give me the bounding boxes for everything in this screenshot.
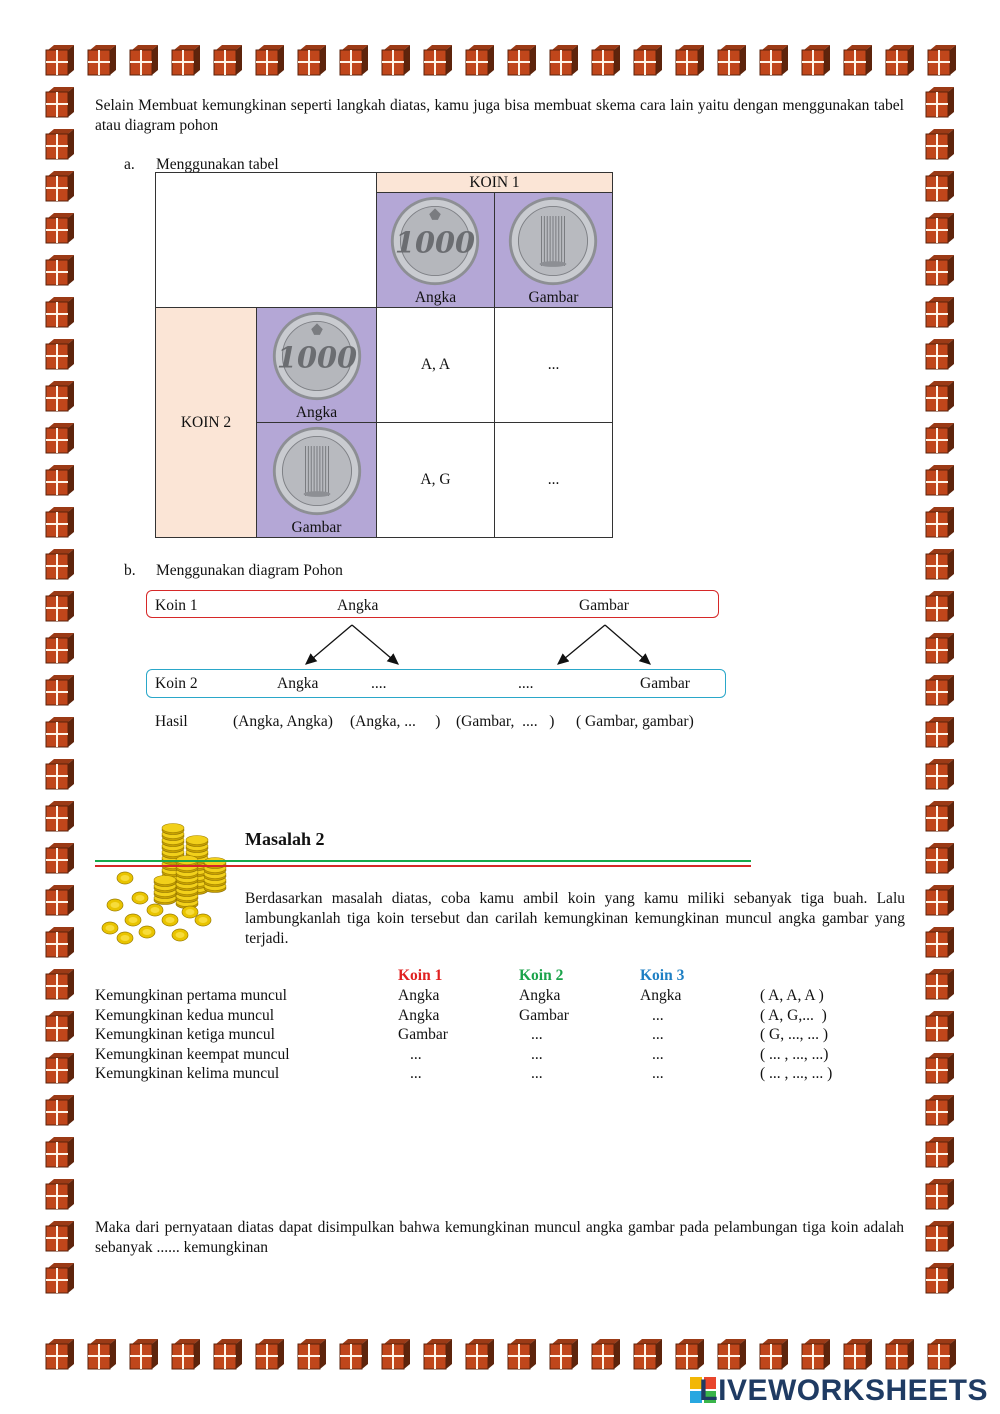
brick-tile (44, 44, 76, 76)
brick-tile (924, 632, 956, 664)
hasil-2: (Angka, ... ) (350, 713, 441, 730)
tree-koin2-label: Koin 2 (155, 675, 198, 692)
brick-tile (924, 926, 956, 958)
brick-tile (924, 1136, 956, 1168)
cell-a-a: A, A (377, 308, 495, 423)
brick-tile (800, 44, 832, 76)
intro-text: Selain Membuat kemungkinan seperti langkah diatas, kamu juga bisa membuat skema cara lain yaitu dengan menggunakan tabel atau diagram pohon (95, 97, 904, 134)
brick-tile (924, 590, 956, 622)
hasil-4: ( Gambar, gambar) (576, 713, 694, 730)
brick-tile (924, 968, 956, 1000)
brick-tile (44, 632, 76, 664)
brick-tile (44, 1052, 76, 1084)
brick-tile (716, 1338, 748, 1370)
tree-koin2-item1: Angka (277, 675, 319, 692)
brick-tile (44, 590, 76, 622)
red-divider (95, 865, 751, 867)
header-koin2: Koin 2 (519, 967, 564, 984)
koin3-value: ... (652, 1065, 664, 1082)
brick-tile (924, 170, 956, 202)
masalah-title: Masalah 2 (245, 829, 325, 849)
brick-tile (212, 1338, 244, 1370)
brick-tile (758, 1338, 790, 1370)
brick-tile (758, 44, 790, 76)
brick-tile (338, 44, 370, 76)
koin1-value: Angka (398, 1006, 440, 1024)
tree-koin1-angka: Angka (337, 597, 379, 614)
brick-tile (924, 1178, 956, 1210)
koin3-value: ... (652, 1026, 664, 1043)
brick-tile (44, 1010, 76, 1042)
coin-angka-image (269, 308, 365, 404)
arrow-angka-right (352, 625, 398, 664)
possibility-label: Kemungkinan kelima muncul (95, 1065, 280, 1082)
brick-tile (924, 1220, 956, 1252)
hasil-label: Hasil (155, 713, 188, 730)
brick-tile (924, 884, 956, 916)
brick-tile (924, 506, 956, 538)
brick-tile (44, 422, 76, 454)
brick-tile (924, 254, 956, 286)
koin1-value: ... (410, 1065, 422, 1082)
cell-g-a: A, G (377, 423, 495, 538)
brick-tile (632, 1338, 664, 1370)
table-empty-corner (156, 173, 377, 308)
brick-tile (44, 548, 76, 580)
brick-tile (924, 842, 956, 874)
coin-angka-image (387, 193, 483, 289)
koin1-angka-label: Angka (414, 289, 457, 306)
brick-tile (924, 380, 956, 412)
brick-tile (44, 968, 76, 1000)
possibility-label: Kemungkinan kedua muncul (95, 1006, 275, 1024)
koin2-angka-label: Angka (295, 404, 338, 421)
svg-text:1000: 1000 (276, 340, 358, 375)
koin2-gambar-cell (257, 423, 377, 538)
brick-tile (842, 1338, 874, 1370)
koin3-value: ... (652, 1045, 664, 1063)
hasil-3: (Gambar, .... ) (456, 713, 555, 730)
brick-tile (44, 1094, 76, 1126)
brick-tile (924, 86, 956, 118)
brick-tile (674, 44, 706, 76)
coin-gambar-image (505, 193, 601, 289)
brick-tile (464, 44, 496, 76)
brick-tile (44, 506, 76, 538)
arrow-gambar-right (605, 625, 650, 664)
cell-a-g-blank: ... (495, 308, 613, 423)
koin3-value: ... (652, 1006, 664, 1024)
arrow-gambar-left (558, 625, 605, 664)
result-value: ( A, G,... ) (760, 1006, 827, 1024)
koin2-angka-cell (257, 308, 377, 423)
tree-koin1-gambar: Gambar (579, 597, 629, 614)
brick-tile (716, 44, 748, 76)
brick-tile (632, 44, 664, 76)
brick-tile (924, 716, 956, 748)
brick-tile (44, 170, 76, 202)
brick-tile (924, 548, 956, 580)
brick-tile (170, 1338, 202, 1370)
brick-tile (380, 1338, 412, 1370)
green-divider (95, 860, 751, 862)
koin2-value: ... (531, 1065, 543, 1082)
brick-tile (884, 44, 916, 76)
brick-tile (254, 44, 286, 76)
brick-tile (128, 1338, 160, 1370)
brick-tile (44, 716, 76, 748)
result-value: ( ... , ..., ... ) (760, 1065, 833, 1082)
part-a-marker: a. (124, 156, 135, 173)
brick-tile (44, 128, 76, 160)
brick-tile (44, 254, 76, 286)
brick-tile (44, 86, 76, 118)
brick-tile (296, 1338, 328, 1370)
tree-koin2-item3: .... (518, 675, 534, 692)
tree-arrows (290, 620, 670, 670)
brick-tile (506, 44, 538, 76)
gold-coins-icon (95, 820, 235, 945)
tree-koin1-label: Koin 1 (155, 597, 198, 614)
brick-tile (212, 44, 244, 76)
tree-koin2-item2: .... (371, 675, 387, 692)
brick-tile (44, 1220, 76, 1252)
brick-tile (590, 1338, 622, 1370)
masalah-text: Berdasarkan masalah diatas, coba kamu ambil koin yang kamu miliki sebanyak tiga buah. Lalu lambungkanlah tiga koin tersebut dan carilah kemungkinan kemungkinan muncul angka gambar yang terjadi. (245, 890, 905, 947)
brick-tile (44, 296, 76, 328)
brick-tile (44, 1178, 76, 1210)
koin1-value: Angka (398, 987, 440, 1004)
koin2-value: ... (531, 1026, 543, 1043)
brick-tile (422, 1338, 454, 1370)
brick-tile (44, 212, 76, 244)
brick-tile (44, 1262, 76, 1294)
brick-tile (44, 926, 76, 958)
brick-tile (464, 1338, 496, 1370)
brick-tile (380, 44, 412, 76)
liveworksheets-brand: LIVEWORKSHEETS (699, 1374, 988, 1407)
hasil-1: (Angka, Angka) (233, 713, 333, 730)
brick-tile (44, 758, 76, 790)
brick-tile (44, 1136, 76, 1168)
brick-tile (86, 44, 118, 76)
koin2-value: ... (531, 1045, 543, 1063)
brick-tile (924, 422, 956, 454)
brick-tile (422, 44, 454, 76)
brick-tile (548, 1338, 580, 1370)
brick-tile (506, 1338, 538, 1370)
brick-tile (590, 44, 622, 76)
brick-tile (44, 464, 76, 496)
brick-tile (924, 212, 956, 244)
cell-g-g-blank: ... (495, 423, 613, 538)
koin1-gambar-cell (495, 193, 613, 308)
header-koin3: Koin 3 (640, 967, 685, 984)
possibility-label: Kemungkinan keempat muncul (95, 1045, 290, 1063)
brick-tile (924, 464, 956, 496)
brick-tile (254, 1338, 286, 1370)
brick-tile (924, 1262, 956, 1294)
koin2-gambar-label: Gambar (291, 519, 342, 536)
brick-tile (924, 758, 956, 790)
brick-tile (924, 1094, 956, 1126)
svg-text:1000: 1000 (394, 225, 476, 260)
brick-tile (842, 44, 874, 76)
brick-tile (924, 296, 956, 328)
brick-tile (924, 800, 956, 832)
brick-tile (44, 842, 76, 874)
part-b-marker: b. (124, 562, 136, 579)
brick-tile (338, 1338, 370, 1370)
koin1-header: KOIN 1 (377, 173, 613, 193)
koin1-gambar-label: Gambar (528, 289, 579, 306)
koin1-row-box (146, 590, 719, 618)
brick-tile (548, 44, 580, 76)
arrow-angka-left (306, 625, 352, 664)
koin1-value: ... (410, 1045, 422, 1063)
coin-gambar-image (269, 423, 365, 519)
tree-koin2-item4: Gambar (640, 675, 690, 692)
brick-tile (44, 800, 76, 832)
brick-tile (924, 1052, 956, 1084)
conclusion-text: Maka dari pernyataan diatas dapat disimpulkan bahwa kemungkinan muncul angka gambar pada pelambungan tiga koin adalah sebanyak ...... kemungkinan (95, 1219, 904, 1256)
brick-tile (44, 1338, 76, 1370)
brick-tile (296, 44, 328, 76)
brick-tile (674, 1338, 706, 1370)
koin2-header: KOIN 2 (156, 308, 257, 538)
brick-tile (44, 884, 76, 916)
koin3-value: Angka (640, 987, 682, 1004)
part-a-title: Menggunakan tabel (156, 156, 279, 173)
koin2-value: Angka (519, 987, 561, 1004)
brick-tile (128, 44, 160, 76)
brick-tile (86, 1338, 118, 1370)
header-koin1: Koin 1 (398, 967, 443, 984)
part-b-title: Menggunakan diagram Pohon (156, 562, 343, 579)
brick-tile (800, 1338, 832, 1370)
brick-tile (44, 380, 76, 412)
brick-tile (44, 674, 76, 706)
brick-tile (926, 44, 958, 76)
possibility-label: Kemungkinan ketiga muncul (95, 1026, 275, 1043)
brick-tile (44, 338, 76, 370)
koin2-value: Gambar (519, 1006, 569, 1024)
koin2-row-box (146, 669, 726, 698)
result-value: ( ... , ..., ...) (760, 1045, 829, 1063)
brick-tile (924, 128, 956, 160)
result-value: ( A, A, A ) (760, 987, 824, 1004)
possibility-label: Kemungkinan pertama muncul (95, 987, 287, 1004)
brick-tile (924, 674, 956, 706)
coin-table (155, 172, 613, 538)
koin1-angka-cell (377, 193, 495, 308)
brick-tile (884, 1338, 916, 1370)
koin1-value: Gambar (398, 1026, 448, 1043)
brick-tile (924, 338, 956, 370)
result-value: ( G, ..., ... ) (760, 1026, 829, 1043)
brick-tile (926, 1338, 958, 1370)
brick-tile (924, 1010, 956, 1042)
brick-tile (170, 44, 202, 76)
